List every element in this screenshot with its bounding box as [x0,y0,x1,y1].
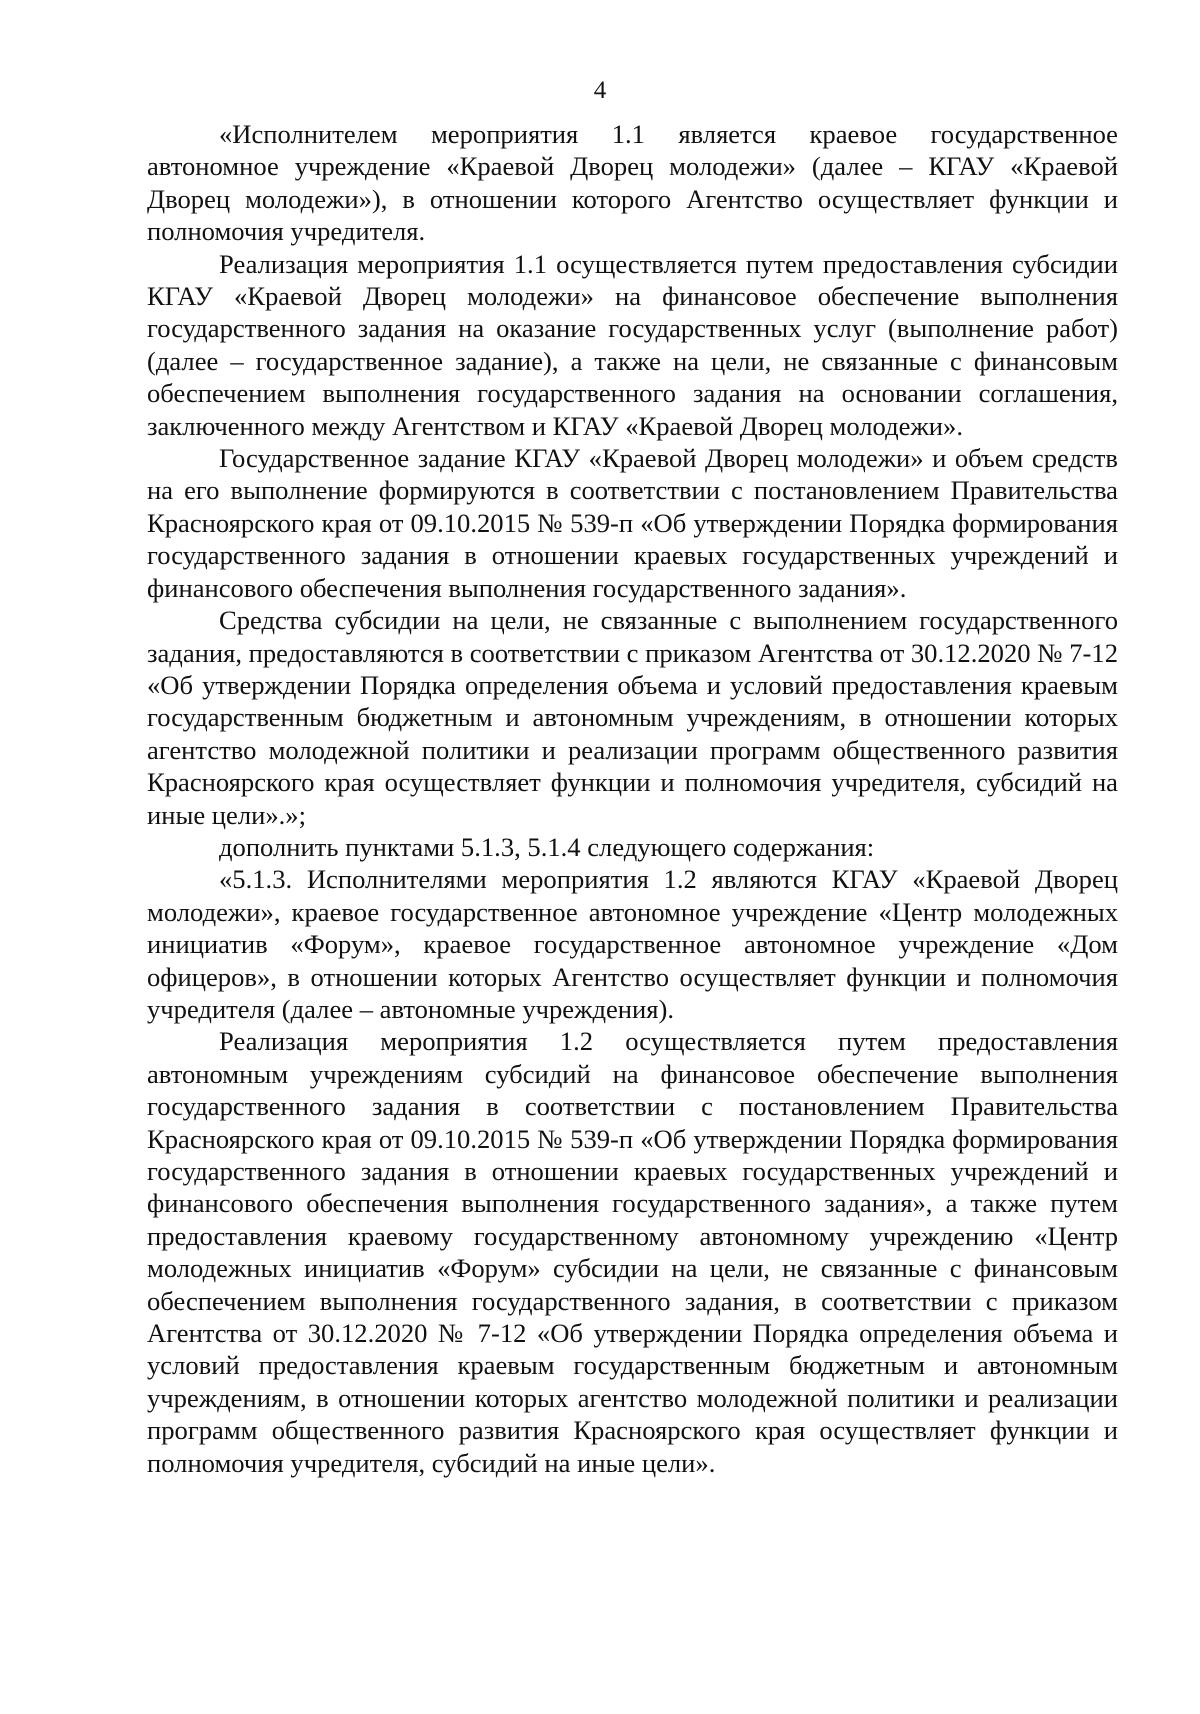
paragraph-amendment-intro: дополнить пунктами 5.1.3, 5.1.4 следующего содержания: [219,831,875,862]
paragraph-subsidy-funds: Средства субсидии на цели, не связанные с выполнением государственного задания, предоставляются в соответствии с приказом Агентства от 30.12.2020 № 7-12 «Об утверждении Порядка определения объема и условий предоставления краевым государственным бюджетным и автономным учреждениям, в отношении которых агентство молодежной политики и реализации программ общественного развития Красноярского края осуществляет функции и полномочия учредителя, субсидий на иные цели».»; [147,605,1118,830]
document-body [147,118,1118,1479]
paragraph-implementation-1-2: Реализация мероприятия 1.2 осуществляется путем предоставления автономным учреждениям субсидий на финансовое обеспечение выполнения государственного задания в соответствии с постановлением Правительства Красноярского края от 09.10.2015 № 539-п «Об утверждении Порядка формирования государственного задания в отношении краевых государственных учреждений и финансового обеспечения выполнения государственного задания», а также путем предоставления краевому государственному автономному учреждению «Центр молодежных инициатив «Форум» субсидии на цели, не связанные с финансовым обеспечением выполнения государственного задания, в соответствии с приказом Агентства от 30.12.2020 № 7-12 «Об утверждении Порядка определения объема и условий предоставления краевым государственным бюджетным и автономным учреждениям, в отношении которых агентство молодежной политики и реализации программ общественного развития Красноярского края осуществляет функции и полномочия учредителя, субсидий на иные цели». [147,1026,1118,1478]
paragraph-executor-1-1: «Исполнителем мероприятия 1.1 является краевое государственное автономное учреждение «Краевой Дворец молодежи» (далее – КГАУ «Краевой Дворец молодежи»), в отношении которого Агентство осуществляет функции и полномочия учредителя. [147,119,1118,247]
paragraph-5-1-3: «5.1.3. Исполнителями мероприятия 1.2 являются КГАУ «Краевой Дворец молодежи», краевое государственное автономное учреждение «Центр молодежных инициатив «Форум», краевое государственное автономное учреждение «Дом офицеров», в отношении которых Агентство осуществляет функции и полномочия учредителя (далее – автономные учреждения). [147,864,1118,1024]
page-number: 4 [593,77,607,104]
paragraph-state-assignment: Государственное задание КГАУ «Краевой Дворец молодежи» и объем средств на его выполнение формируются в соответствии с постановлением Правительства Красноярского края от 09.10.2015 № 539-п «Об утверждении Порядка формирования государственного задания в отношении краевых государственных учреждений и финансового обеспечения выполнения государственного задания». [147,443,1118,603]
paragraph-implementation-1-1: Реализация мероприятия 1.1 осуществляется путем предоставления субсидии КГАУ «Краевой Дворец молодежи» на финансовое обеспечение выполнения государственного задания на оказание государственных услуг (выполнение работ) (далее – государственное задание), а также на цели, не связанные с финансовым обеспечением выполнения государственного задания на основании соглашения, заключенного между Агентством и КГАУ «Краевой Дворец молодежи». [147,248,1118,441]
